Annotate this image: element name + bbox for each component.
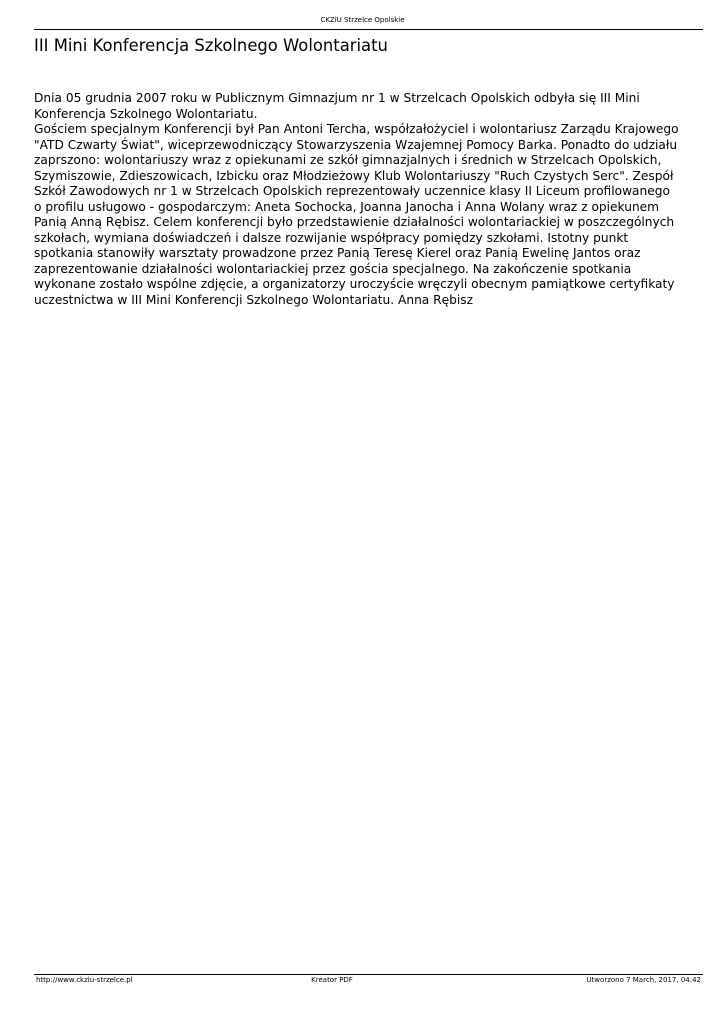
article-line: spotkania stanowiły warsztaty prowadzone przez Panią Teresę Kierel oraz Panią Ewelinę Jantos oraz: [34, 246, 641, 260]
page-footer: [34, 976, 703, 986]
article-line: "ATD Czwarty Świat", wiceprzewodniczący Stowarzyszenia Wzajemnej Pomocy Barka. Ponadto do udziału: [34, 137, 678, 152]
article-line: Panią Anną Rębisz. Celem konferencji było przedstawienie działalności wolontariackiej w poszczególnych: [34, 215, 675, 229]
article-line: Konferencja Szkolnego Wolontariatu.: [34, 106, 258, 121]
article-line: Gościem specjalnym Konferencji był Pan Antoni Tercha, współzałożyciel i wolontariusz Zarządu Krajowego: [34, 122, 679, 136]
article-body: [34, 91, 702, 308]
footer-url-link[interactable]: http://www.ckziu-strzelce.pl: [36, 976, 133, 984]
footer-generator: Kreator PDF: [311, 976, 353, 984]
article-line: zaprszono: wolontariuszy wraz z opiekunami ze szkół gimnazjalnych i średnich w Strzelcach Opolskich,: [34, 153, 662, 167]
footer-divider: [34, 974, 703, 975]
article-line: wykonane zostało wspólne zdjęcie, a organizatorzy uroczyście wręczyli obecnym pamiątkowe certyfikaty: [34, 277, 675, 291]
article-line: Szymiszowie, Zdieszowicach, Izbicku oraz Młodzieżowy Klub Wolontariuszy "Ruch Czystych Serc". Zespół: [34, 168, 674, 183]
article-line: szkołach, wymiana doświadczeń i dalsze rozwijanie współpracy pomiędzy szkołami. Istotny punkt: [34, 230, 629, 245]
header-divider: [34, 29, 703, 30]
article-title: III Mini Konferencja Szkolnego Wolontariatu: [34, 36, 388, 55]
article-line: o profilu usługowo - gospodarczym: Aneta Sochocka, Joanna Janocha i Anna Wolany wraz z opiekunem: [34, 199, 660, 214]
article-line: zaprezentowanie działalności wolontariackiej przez gościa specjalnego. Na zakończenie spotkania: [34, 261, 632, 276]
page-header: CKZiU Strzelce Opolskie: [320, 16, 405, 24]
article-line: Szkół Zawodowych nr 1 w Strzelcach Opolskich reprezentowały uczennice klasy II Liceum profilowanego: [34, 184, 670, 198]
footer-created-date: Utworzono 7 March, 2017, 04:42: [586, 976, 701, 984]
article-line: Dnia 05 grudnia 2007 roku w Publicznym Gimnazjum nr 1 w Strzelcach Opolskich odbyła się III Mini: [34, 91, 640, 105]
article-line: uczestnictwa w III Mini Konferencji Szkolnego Wolontariatu. Anna Rębisz: [34, 292, 473, 307]
